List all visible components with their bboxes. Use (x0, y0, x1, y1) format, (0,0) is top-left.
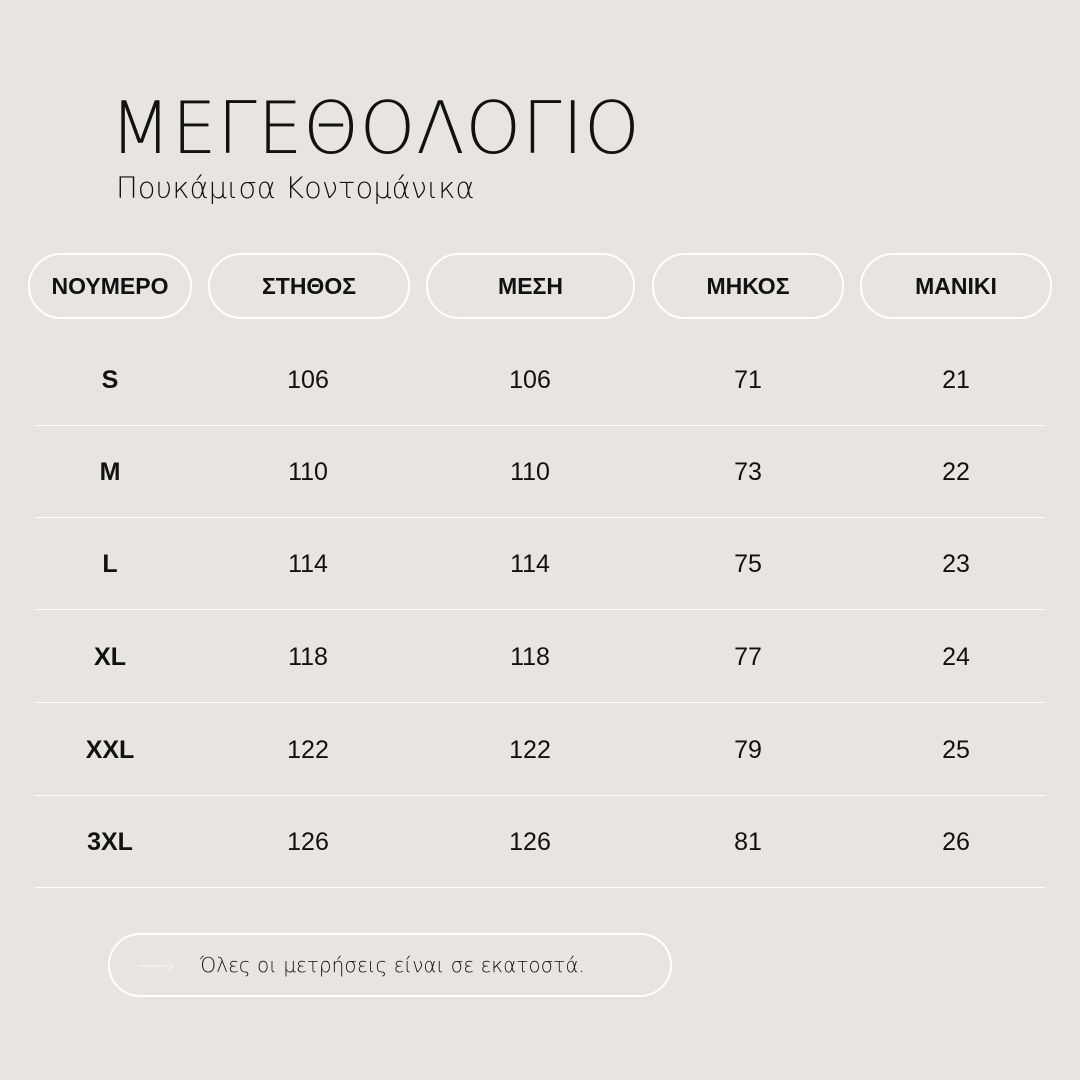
table-row (35, 611, 1045, 703)
length-cell: 73 (734, 457, 762, 486)
page-subtitle: Πουκάμισα Κοντομάνικα (116, 171, 475, 205)
waist-cell: 118 (510, 642, 550, 671)
table-row (35, 334, 1045, 426)
length-cell: 79 (734, 735, 762, 764)
chest-cell: 114 (288, 549, 328, 578)
waist-cell: 114 (510, 549, 550, 578)
chest-cell: 118 (288, 642, 328, 671)
length-cell: 71 (734, 365, 762, 394)
chest-cell: 122 (287, 735, 329, 764)
header-sleeve: ΜΑΝΙΚΙ (860, 253, 1052, 319)
measurement-note (108, 933, 672, 997)
table-row (35, 796, 1045, 888)
row-divider (35, 887, 1045, 888)
sleeve-cell: 22 (942, 457, 970, 486)
size-cell: XXL (85, 735, 135, 764)
arrow-right-icon (138, 958, 176, 974)
length-cell: 75 (734, 549, 762, 578)
chest-cell: 110 (288, 457, 328, 486)
length-cell: 81 (734, 827, 762, 856)
header-waist: ΜΕΣΗ (426, 253, 635, 319)
page-title: ΜΕΓΕΘΟΛΟΓΙΟ (110, 86, 641, 170)
sleeve-cell: 21 (942, 365, 970, 394)
table-row (35, 518, 1045, 610)
size-cell: L (102, 549, 118, 578)
chest-cell: 106 (287, 365, 329, 394)
waist-cell: 122 (509, 735, 551, 764)
chest-cell: 126 (287, 827, 329, 856)
size-cell: 3XL (87, 827, 133, 856)
size-cell: S (101, 365, 119, 394)
sleeve-cell: 25 (942, 735, 970, 764)
header-length: ΜΗΚΟΣ (652, 253, 844, 319)
sleeve-cell: 23 (942, 549, 970, 578)
table-row (35, 704, 1045, 796)
sleeve-cell: 26 (942, 827, 970, 856)
waist-cell: 106 (509, 365, 551, 394)
note-text: Όλες οι μετρήσεις είναι σε εκατοστά. (200, 953, 585, 977)
size-cell: M (99, 457, 121, 486)
header-size: ΝΟΥΜΕΡΟ (28, 253, 192, 319)
length-cell: 77 (734, 642, 762, 671)
waist-cell: 110 (510, 457, 550, 486)
waist-cell: 126 (509, 827, 551, 856)
row-divider (35, 609, 1045, 610)
sleeve-cell: 24 (942, 642, 970, 671)
size-cell: XL (94, 642, 126, 671)
row-divider (35, 702, 1045, 703)
header-chest: ΣΤΗΘΟΣ (208, 253, 410, 319)
table-row (35, 426, 1045, 518)
